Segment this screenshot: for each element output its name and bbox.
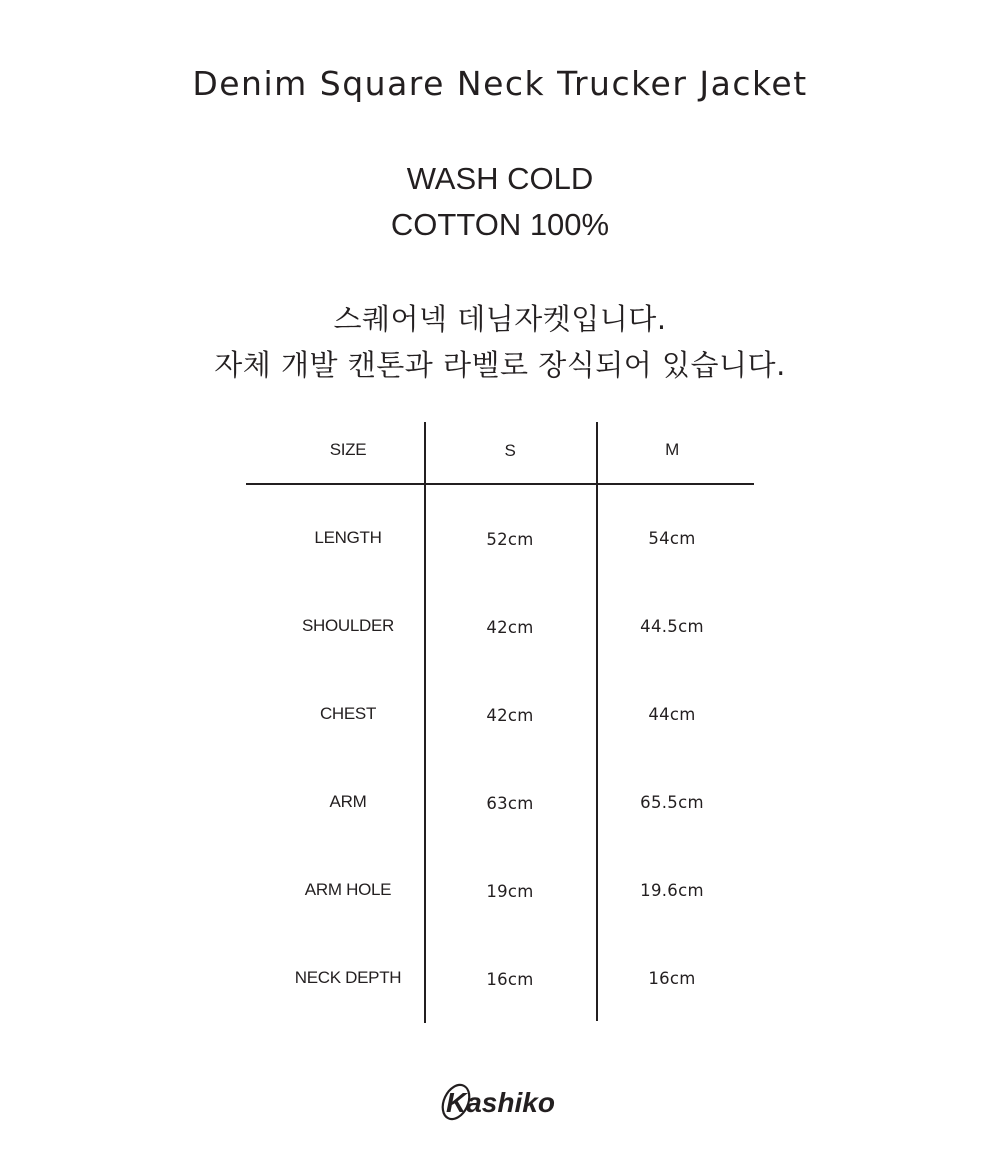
table-divider-1: [424, 422, 426, 1023]
row-value-s: 42cm: [486, 706, 534, 725]
care-material: COTTON 100%: [390, 207, 610, 242]
row-value-m: 54cm: [648, 529, 696, 548]
row-value-s: 16cm: [486, 970, 534, 989]
product-title: Denim Square Neck Trucker Jacket: [192, 64, 808, 103]
product-description: [0, 296, 1000, 388]
row-label: ARM HOLE: [304, 880, 392, 899]
table-divider-2: [596, 422, 598, 1021]
row-value-m: 19.6cm: [640, 881, 704, 900]
description-line-1: 스퀘어넥 데님자켓입니다.: [333, 302, 667, 336]
care-wash: WASH COLD: [406, 161, 594, 196]
kashiko-logo: [440, 1076, 564, 1126]
care-info: [0, 156, 1000, 248]
header-m: M: [665, 440, 679, 459]
row-value-m: 44cm: [648, 705, 696, 724]
row-value-s: 63cm: [486, 794, 534, 813]
row-value-m: 65.5cm: [640, 793, 704, 812]
row-value-m: 44.5cm: [640, 617, 704, 636]
row-value-m: 16cm: [648, 969, 696, 988]
description-line-2: 자체 개발 캔톤과 라벨로 장식되어 있습니다.: [214, 348, 786, 382]
row-label: CHEST: [319, 704, 377, 723]
row-value-s: 52cm: [486, 530, 534, 549]
row-label: LENGTH: [314, 528, 382, 547]
kashiko-logo-mark: [440, 1076, 564, 1126]
logo-wordmark: Kashiko: [446, 1087, 555, 1118]
header-size: SIZE: [329, 440, 367, 459]
row-value-s: 19cm: [486, 882, 534, 901]
row-value-s: 42cm: [486, 618, 534, 637]
table-header-rule: [246, 483, 754, 485]
row-label: SHOULDER: [301, 616, 395, 635]
row-label: NECK DEPTH: [294, 968, 402, 987]
row-label: ARM: [329, 792, 367, 811]
header-s: S: [504, 441, 516, 460]
